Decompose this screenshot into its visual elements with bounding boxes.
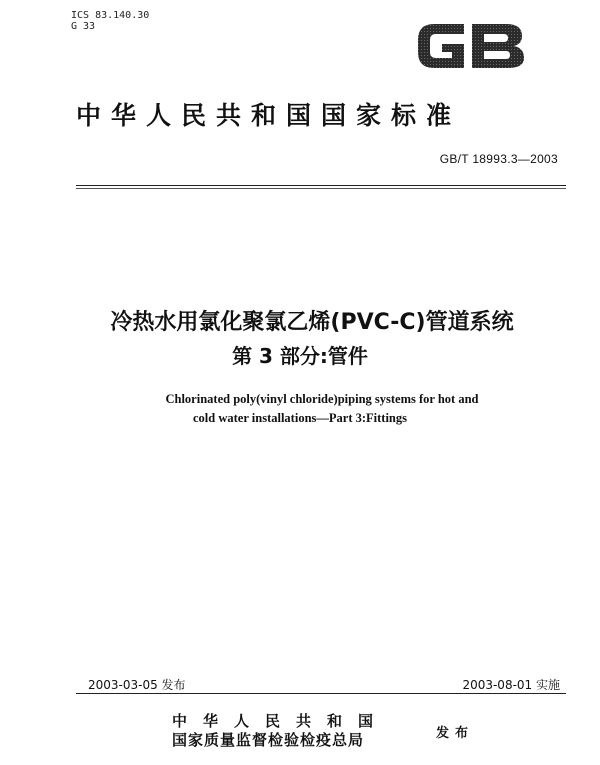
classification-codes <box>71 10 149 32</box>
title-en-line1: Chlorinated poly(vinyl chloride)piping systems for hot and <box>165 392 479 406</box>
ics-code: ICS 83.140.30 <box>71 10 150 21</box>
gb-logo-icon <box>412 16 528 76</box>
issuer-line1: 中华人民共和国 <box>172 712 390 730</box>
implement-date: 2003-08-01 实施 <box>462 678 560 692</box>
standard-title: 中华人民共和国国家标准 <box>76 101 462 130</box>
title-zh-line2: 第 3 部分:管件 <box>232 344 368 368</box>
issuer-block <box>172 712 389 750</box>
title-en-line2: cold water installations—Part 3:Fittings <box>193 411 407 425</box>
issuer-line2: 国家质量监督检验检疫总局 <box>172 731 365 749</box>
header-rule <box>76 185 566 186</box>
standard-number: GB/T 18993.3—2003 <box>439 152 558 166</box>
ccs-code: G 33 <box>71 21 96 32</box>
header-rule-thin <box>76 188 566 189</box>
issue-date: 2003-03-05 发布 <box>88 678 186 692</box>
issue-word: 发布 <box>436 726 475 741</box>
title-zh-line1: 冷热水用氯化聚氯乙烯(PVC-C)管道系统 <box>110 310 514 335</box>
footer-rule <box>76 693 566 694</box>
